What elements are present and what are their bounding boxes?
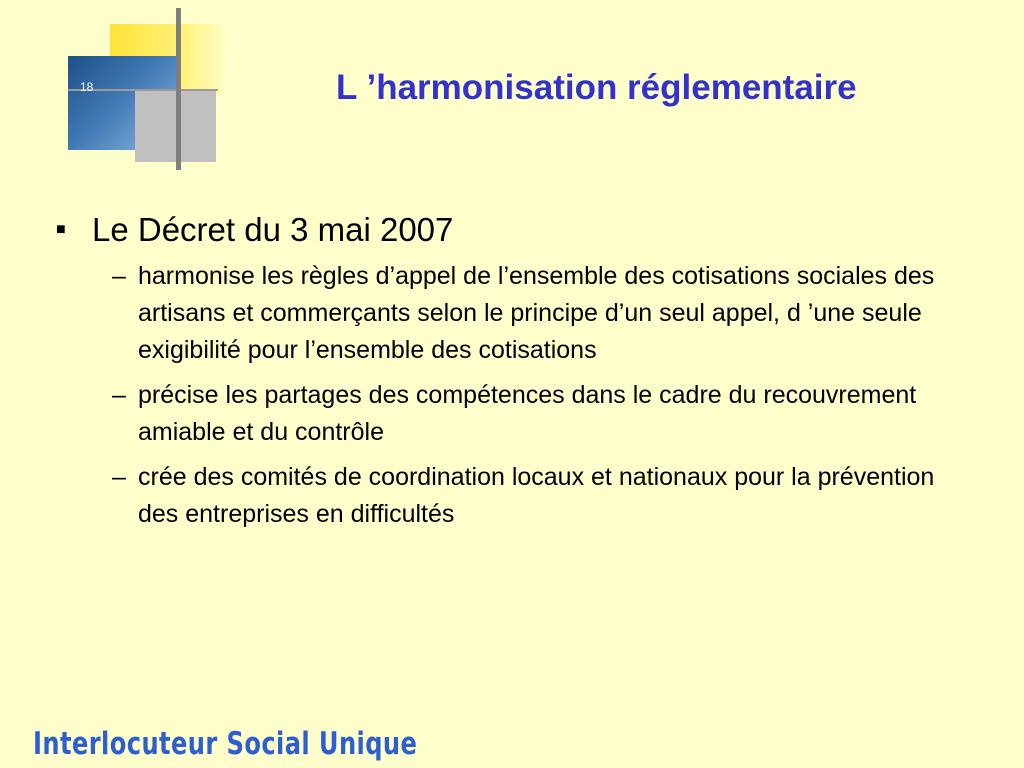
slide-number: 18 <box>80 80 94 94</box>
square-bullet-icon: ■ <box>56 221 66 238</box>
decorative-logo-squares <box>0 0 260 180</box>
sub-bullet-text: précise les partages des compétences dans le cadre du recouvrement amiable et du contrôle <box>138 381 917 446</box>
sub-bullet-text: harmonise les règles d’appel de l’ensemble des cotisations sociales des artisans et commerçants selon le principe d’un seul appel, d ’une seule exigibilité pour l’ensemble des cotisations <box>138 262 935 364</box>
sub-bullet-list <box>56 258 996 533</box>
sub-bullet-item <box>56 258 996 369</box>
slide-title: L ’harmonisation réglementaire <box>336 68 857 107</box>
vertical-divider-line <box>176 8 181 170</box>
bullet-item <box>56 206 996 254</box>
sub-bullet-item <box>56 377 996 451</box>
bullet-text: Le Décret du 3 mai 2007 <box>92 211 454 248</box>
sub-bullet-text: crée des comités de coordination locaux et nationaux pour la prévention des entreprises en difficultés <box>138 463 935 528</box>
sub-bullet-item <box>56 459 996 533</box>
dash-bullet-icon: – <box>112 262 126 290</box>
footer-text: Interlocuteur Social Unique <box>33 726 418 762</box>
dash-bullet-icon: – <box>112 381 126 409</box>
dash-bullet-icon: – <box>112 463 126 491</box>
slide-content <box>56 206 996 541</box>
